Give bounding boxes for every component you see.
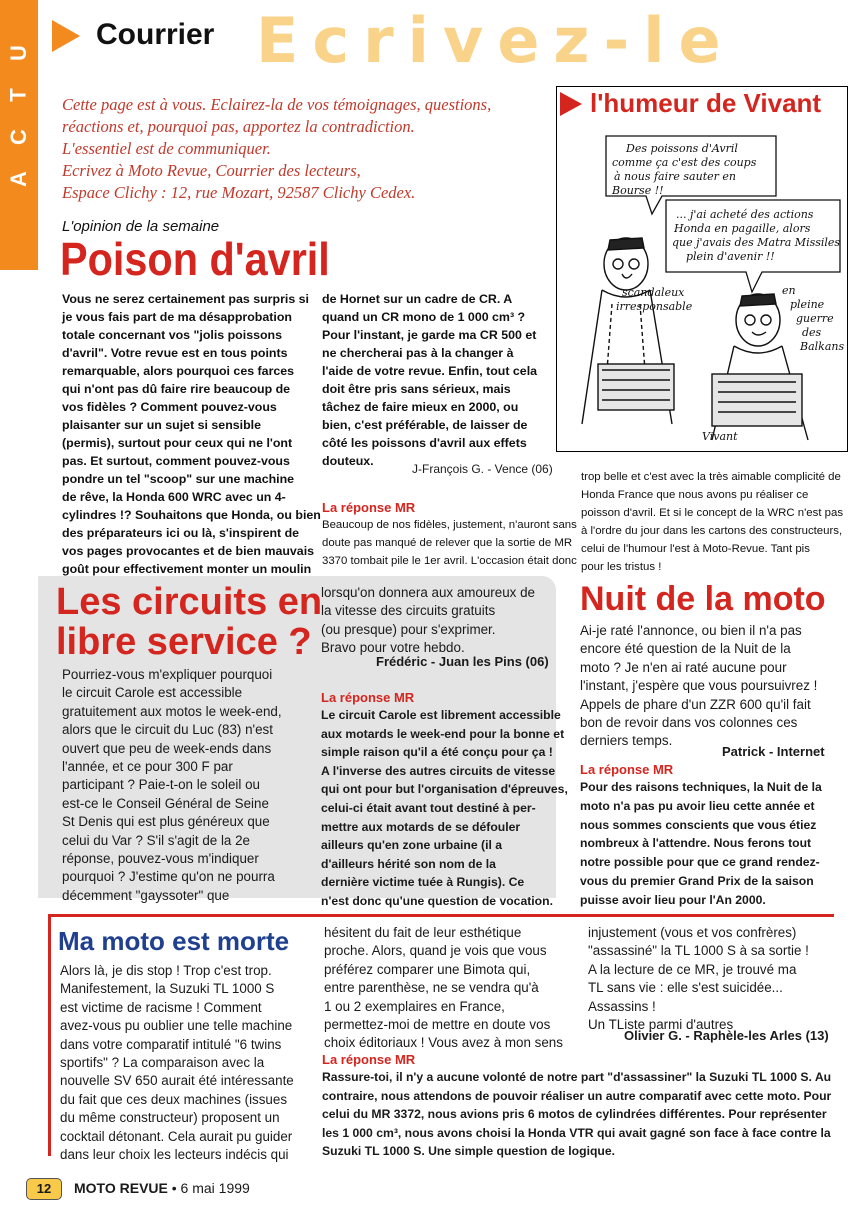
svg-text:Des poissons d'Avril: Des poissons d'Avril [626, 142, 738, 155]
intro-text: Cette page est à vous. Eclairez-la de vos témoignages, questions, réactions et, pourquoi pas, apportez la contradiction. L'essentiel est de communiquer. Ecrivez à Moto Revue, Courrier des lecteurs, Espace Clichy : 12, rue Mozart, 92587 Clichy Cedex. [62, 95, 492, 202]
issue-date: • 6 mai 1999 [171, 1180, 250, 1196]
nuit-reply: Pour des raisons techniques, la Nuit de la moto n'a pas pu avoir lieu cette année et nous sommes conscients que vous étiez nombreux à l'attendre. Nous ferons tout notre possible pour que ce grand rendez- vous du premier Grand Prix de la saison puisse avoir lieu pour l'An 2000. [580, 780, 822, 907]
svg-text:plein d'avenir !!: plein d'avenir !! [686, 250, 775, 263]
magazine-name: MOTO REVUE [74, 1180, 168, 1196]
opinion-signature: J-François G. - Vence (06) [412, 462, 553, 476]
svg-text:Bourse !!: Bourse !! [612, 184, 664, 197]
svg-text:irresponsable: irresponsable [616, 300, 693, 313]
circuits-letter-col2: lorsqu'on donnera aux amoureux de la vitesse des circuits gratuits (ou presque) pour s'exprimer. Bravo pour votre hebdo. [321, 585, 535, 656]
svg-text:Balkans: Balkans [800, 340, 844, 353]
opinion-title: Poison d'avril [60, 233, 330, 285]
opinion-reply-part2: trop belle et c'est avec la très aimable complicité de Honda France que nous avons pu réaliser ce poisson d'avril. Et si le concept de la WRC n'est pas à l'ordre du jour dans les cartons des constructeurs, celui de l'humour l'est à Moto-Revue. Tant pis pour les tristus ! [581, 471, 844, 573]
opinion-reply-label: La réponse MR [322, 500, 416, 515]
page-headline: Ecrivez-le [256, 4, 735, 77]
svg-text:que j'avais des Matra Missiles: que j'avais des Matra Missiles [672, 236, 841, 249]
section-label [0, 40, 38, 192]
nuit-title: Nuit de la moto [580, 580, 826, 618]
circuits-reply: Le circuit Carole est librement accessible aux motards le week-end pour la bonne et simple raison qu'il a été conçu pour ça ! A l'inverse des autres circuits de vitesse qui ont pour but l'organisation d'épreuves, celui-ci était avant tout destiné à per- mettre aux motards de se défouler ailleurs qu'en zone urbaine (il a d'ailleurs hérité son nom de la dernière victime tuée à Rungis). Ce n'est donc qu'une question de vocation. [321, 708, 568, 908]
svg-text:comme ça c'est des coups: comme ça c'est des coups [612, 156, 757, 169]
section-label-letter: U [5, 45, 31, 61]
opinion-letter-col1: Vous ne serez certainement pas surpris si je vous fais part de ma désapprobation totale concernant vos "jolis poissons d'avril". Votre revue est en tous points remarquable, alors pourquoi ces farces qui n'ont pas dû faire rire beaucoup de vos fidèles ? Comment pouvez-vous plaisanter sur un sujet si sensible (permis), surtout pour ceux qui ne l'ont pas. Et surtout, comment pouvez-vous pondre un tel "scoop" sur une machine de rêve, la Honda 600 WRC avec un 4- cylindres !? Souhaitons que Honda, ou bien des préparateurs ici ou là, s'inspirent de vos pages provocantes et de bien mauvais goût pour effectivement monter un moulin [62, 292, 321, 576]
section-sidebar [0, 0, 38, 270]
section-title: Courrier [96, 18, 215, 51]
morte-signature: Olivier G. - Raphèle-les Arles (13) [624, 1028, 829, 1043]
svg-text:... j'ai acheté des actions: ... j'ai acheté des actions [676, 208, 814, 221]
circuits-signature: Frédéric - Juan les Pins (06) [376, 654, 549, 669]
morte-letter-col3: injustement (vous et vos confrères) "assassiné" la TL 1000 S à sa sortie ! A la lecture de ce MR, je trouvé ma TL sans vie : elle s'est suicidée... Assassins ! Un TListe parmi d'autres [588, 925, 809, 1033]
circuits-letter-col1: Pourriez-vous m'expliquer pourquoi le circuit Carole est accessible gratuitement aux motos le week-end, alors que le circuit du Luc (83) n'est ouvert que peu de week-ends dans l'année, et ce pour 300 F par participant ? Paie-t-on le soleil ou est-ce le Conseil Général de Seine St Denis qui est plus généreux que celui du Var ? S'il s'agit de la 2e réponse, pouvez-vous m'indiquer pourquoi ? J'estime qu'on ne pourra décemment "gayssoter" que [62, 667, 282, 903]
svg-text:en: en [782, 284, 796, 297]
cartoon-title: l'humeur de Vivant [590, 88, 822, 118]
morte-letter-col1: Alors là, je dis stop ! Trop c'est trop. Manifestement, la Suzuki TL 1000 S est victime de racisme ! Comment avez-vous pu oublier une telle machine dans votre comparatif intitulé "6 twins sportifs" ? La comparaison avec la nouvelle SV 650 aurait été intéressante du fait que ces deux machines (issues du même constructeur) proposent un cocktail détonant. Cela aurait pu guider dans leur choix les lecteurs indécis qui [60, 963, 294, 1163]
opinion-kicker: L'opinion de la semaine [62, 218, 220, 235]
arrow-icon [560, 92, 582, 116]
arrow-icon [52, 20, 80, 52]
cartoon-illustration [562, 124, 844, 446]
circuits-title: Les circuits en libre service ? [56, 581, 323, 663]
svg-text:pleine: pleine [790, 298, 825, 311]
circuits-reply-label: La réponse MR [321, 690, 415, 705]
footer-issue [74, 1180, 250, 1196]
svg-text:Honda en pagaille, alors: Honda en pagaille, alors [674, 222, 811, 235]
section-label-letter: T [5, 88, 31, 102]
svg-text:scandaleux: scandaleux [622, 286, 685, 299]
section-divider-vertical [48, 914, 51, 1156]
cartoonist-signature: Vivant [702, 430, 738, 443]
nuit-reply-label: La réponse MR [580, 762, 674, 777]
morte-letter-col2: hésitent du fait de leur esthétique proche. Alors, quand je vois que vous préférez comparer une Bimota qui, entre parenthèse, ne se vendra qu'à 1 ou 2 exemplaires en France, permettez-moi de mettre en doute vos choix éditoriaux ! Vous avez à mon sens [324, 925, 563, 1051]
section-label-letter: A [5, 171, 31, 187]
morte-reply-label: La réponse MR [322, 1052, 416, 1067]
nuit-letter: Ai-je raté l'annonce, ou bien il n'a pas encore été question de la Nuit de la moto ? Je n'en ai raté aucune pour l'instant, j'espère que vous poursuivrez ! Appels de phare d'un ZZR 600 qu'il fait bon de revoir dans vos colonnes ces derniers temps. [580, 623, 818, 749]
svg-text:à nous faire sauter en: à nous faire sauter en [614, 170, 736, 183]
opinion-reply-part1: Beaucoup de nos fidèles, justement, n'auront sans doute pas manqué de relever que la sortie de MR 3370 tombait pile le 1er avril. L'occasion était donc [322, 519, 577, 567]
morte-reply: Rassure-toi, il n'y a aucune volonté de notre part "d'assassiner" la Suzuki TL 1000 S. Au contraire, nous attendons de pouvoir réaliser un autre comparatif avec cette moto. Pour celui du MR 3372, nous avions pris 6 motos de cylindrées différentes. Pour représenter les 1 000 cm³, nous avons choisi la Honda VTR qui avait gagné son face à face contre la Suzuki TL 1000 S. Une simple question de logique. [322, 1070, 832, 1159]
svg-text:guerre: guerre [796, 312, 834, 325]
opinion-letter-col2: de Hornet sur un cadre de CR. A quand un CR mono de 1 000 cm³ ? Pour l'instant, je garde ma CR 500 et ne chercherai pas à la changer à l'aide de votre revue. Enfin, tout cela doit être pris sans sérieux, mais tâchez de faire mieux en 2000, ou bien, c'est préférable, de laisser de côté les poissons d'avril aux effets douteux. [322, 292, 538, 468]
section-label-letter: C [5, 129, 31, 145]
section-divider [48, 914, 834, 917]
nuit-signature: Patrick - Internet [722, 744, 825, 759]
morte-title: Ma moto est morte [58, 926, 290, 956]
page-number: 12 [26, 1178, 62, 1200]
svg-text:des: des [802, 326, 822, 339]
